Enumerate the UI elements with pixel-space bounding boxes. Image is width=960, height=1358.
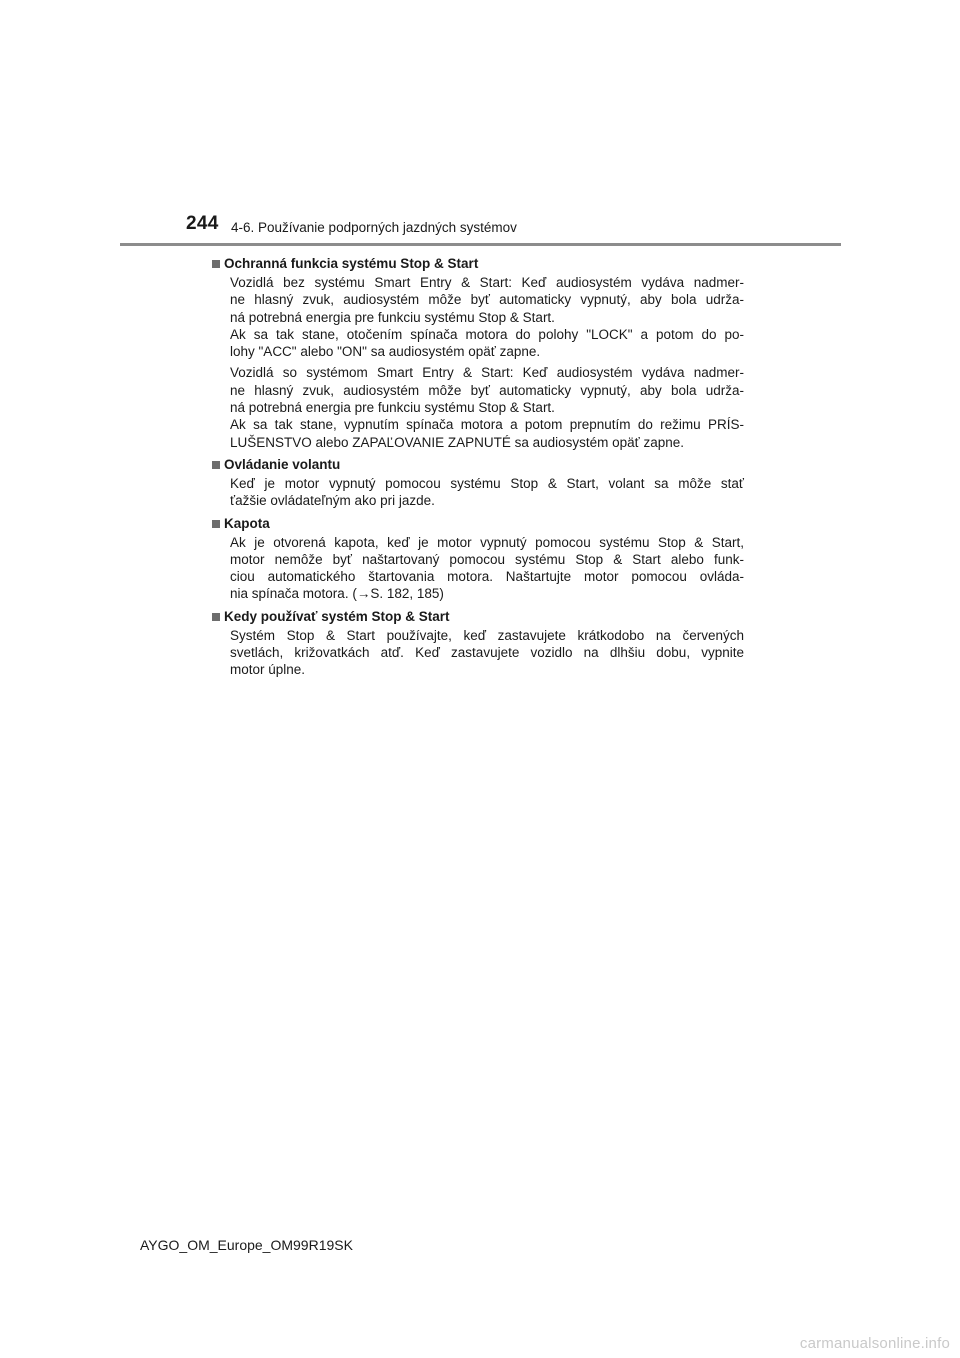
paragraph-line: lohy "ACC" alebo "ON" sa audiosystém opäť zapne. — [230, 344, 541, 360]
document-id: AYGO_OM_Europe_OM99R19SK — [140, 1237, 353, 1253]
paragraph-line: ciou automatického štartovania motora. Naštartujte motor pomocou ovláda- — [230, 569, 744, 585]
chapter-title: 4-6. Používanie podporných jazdných systémov — [231, 220, 517, 235]
paragraph-line: ne hlasný zvuk, audiosystém môže byť automaticky vypnutý, aby bola udrža- — [230, 292, 744, 308]
section-heading — [212, 254, 744, 274]
page-number: 244 — [186, 213, 219, 234]
paragraph-line: Keď je motor vypnutý pomocou systému Stop & Start, volant sa môže stať — [230, 475, 744, 491]
paragraph-line: ná potrebná energia pre funkciu systému Stop & Start. — [230, 400, 555, 416]
watermark: carmanualsonline.info — [799, 1335, 950, 1352]
paragraph-line: nia spínača motora. (→S. 182, 185) — [230, 586, 444, 602]
section-heading-text: Kapota — [224, 515, 270, 531]
square-bullet-icon — [212, 260, 220, 268]
paragraph — [212, 534, 744, 603]
paragraph — [212, 627, 744, 679]
page-header — [0, 0, 960, 250]
header-divider — [120, 243, 841, 246]
paragraph — [212, 364, 744, 450]
square-bullet-icon — [212, 520, 220, 528]
paragraph-line: ná potrebná energia pre funkciu systému Stop & Start. — [230, 309, 555, 325]
section-heading-text: Ochranná funkcia systému Stop & Start — [224, 256, 479, 271]
section — [212, 254, 744, 451]
paragraph-line: motor úplne. — [230, 662, 306, 678]
section — [212, 514, 744, 603]
section-heading-text: Kedy používať systém Stop & Start — [224, 608, 450, 624]
paragraph-line: ťažšie ovládateľným ako pri jazde. — [230, 493, 435, 509]
square-bullet-icon — [212, 461, 220, 469]
paragraph — [212, 274, 744, 360]
paragraph-line: Vozidlá bez systému Smart Entry & Start: Keď audiosystém vydáva nadmer- — [230, 275, 744, 290]
paragraph-line: Vozidlá so systémom Smart Entry & Start: Keď audiosystém vydáva nadmer- — [230, 365, 744, 381]
paragraph-line: Systém Stop & Start používajte, keď zastavujete krátkodobo na červených — [230, 627, 744, 643]
paragraph-line: Ak sa tak stane, otočením spínača motora do polohy "LOCK" a potom do po- — [230, 326, 744, 342]
section-heading — [212, 455, 744, 475]
paragraph-line: Ak je otvorená kapota, keď je motor vypnutý pomocou systému Stop & Start, — [230, 534, 744, 550]
paragraph — [212, 475, 744, 510]
section-heading — [212, 514, 744, 534]
paragraph-line: ne hlasný zvuk, audiosystém môže byť automaticky vypnutý, aby bola udrža- — [230, 382, 744, 398]
section — [212, 455, 744, 510]
main-content — [212, 254, 744, 683]
paragraph-line: svetlách, križovatkách atď. Keď zastavujete vozidlo na dlhšiu dobu, vypnite — [230, 645, 744, 661]
paragraph-line: LUŠENSTVO alebo ZAPAĽOVANIE ZAPNUTÉ sa audiosystém opäť zapne. — [230, 434, 685, 450]
paragraph-line: Ak sa tak stane, vypnutím spínača motora a potom prepnutím do režimu PRÍS- — [230, 417, 744, 433]
section-heading-text: Ovládanie volantu — [224, 456, 341, 472]
paragraph-line: motor nemôže byť naštartovaný pomocou systému Stop & Start alebo funk- — [230, 551, 744, 567]
section — [212, 607, 744, 679]
section-heading — [212, 607, 744, 627]
square-bullet-icon — [212, 613, 220, 621]
